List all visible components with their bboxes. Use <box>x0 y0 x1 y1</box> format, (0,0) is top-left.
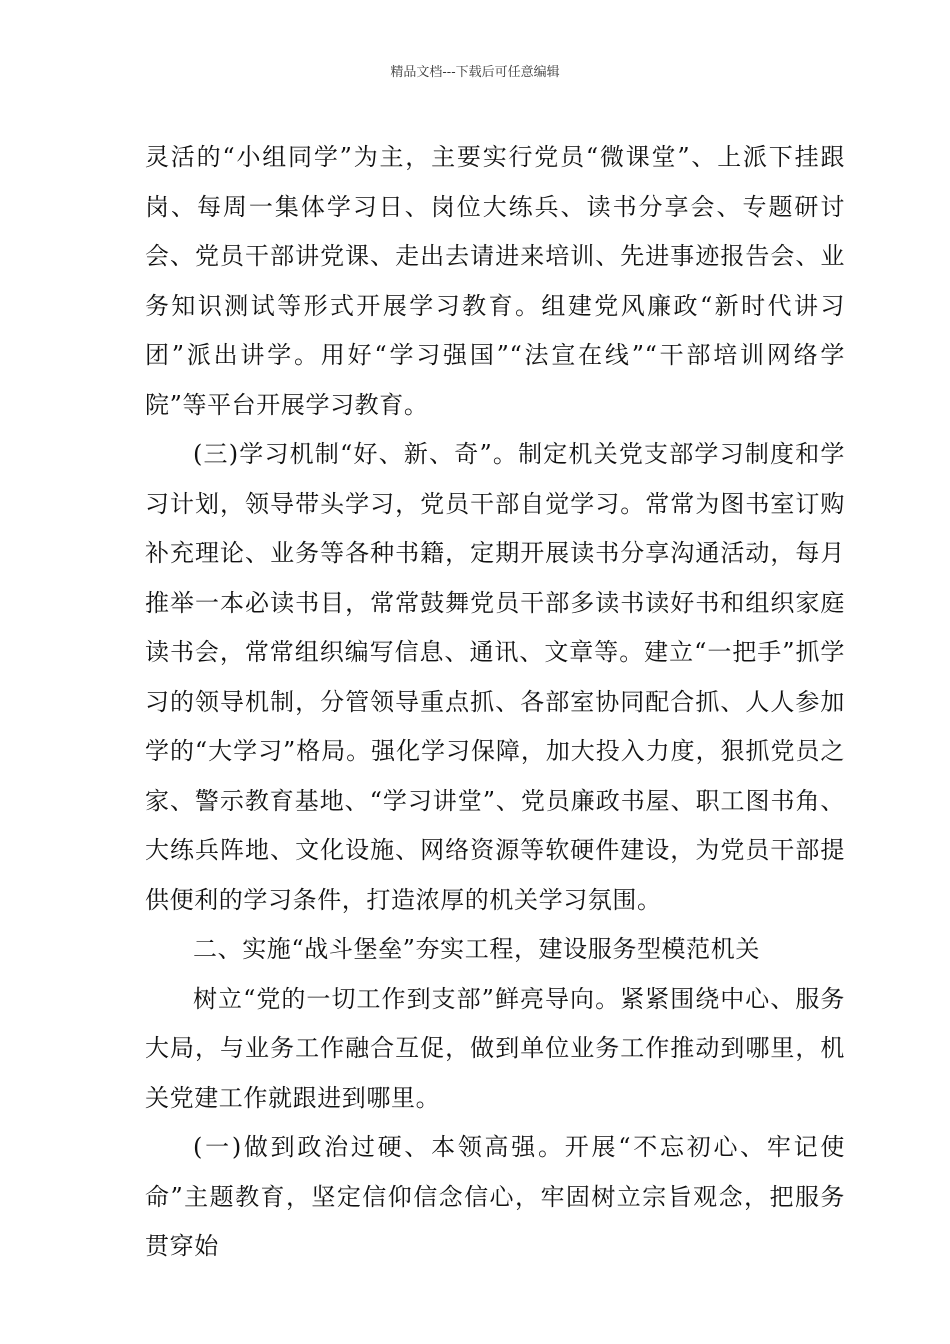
paragraph-learning-mechanism: (三)学习机制“好、新、奇”。制定机关党支部学习制度和学习计划，领导带头学习，党员干部自觉学习。常常为图书室订购补充理论、业务等各种书籍，定期开展读书分享沟通活动，每月推举一本必读书目，常常鼓舞党员干部多读书读好书和组织家庭读书会，常常组织编写信息、通讯、文章等。建立“一把手”抓学习的领导机制，分管领导重点抓、各部室协同配合抓、人人参加学的“大学习”格局。强化学习保障，加大投入力度，狠抓党员之家、警示教育基地、“学习讲堂”、党员廉政书屋、职工图书角、大练兵阵地、文化设施、网络资源等软硬件建设，为党员干部提供便利的学习条件，打造浓厚的机关学习氛围。 <box>145 440 845 914</box>
paragraph-party-work: 树立“党的一切工作到支部”鲜亮导向。紧紧围绕中心、服务大局，与业务工作融合互促，做到单位业务工作推动到哪里，机关党建工作就跟进到哪里。 <box>145 984 845 1112</box>
paragraph-political-excellence: (一)做到政治过硬、本领高强。开展“不忘初心、牢记使命”主题教育，坚定信仰信念信心，牢固树立宗旨观念，把服务贯穿始 <box>145 1133 845 1260</box>
document-body <box>145 133 845 1272</box>
section-heading-two: 二、实施“战斗堡垒”夯实工程，建设服务型模范机关 <box>193 935 760 963</box>
page-header: 精品文档---下载后可任意编辑 <box>390 65 560 80</box>
paragraph-continuation: 灵活的“小组同学”为主，主要实行党员“微课堂”、上派下挂跟岗、每周一集体学习日、岗位大练兵、读书分享会、专题研讨会、党员干部讲党课、走出去请进来培训、先进事迹报告会、业务知识测试等形式开展学习教育。组建党风廉政“新时代讲习团”派出讲学。用好“学习强国”“法宣在线”“干部培训网络学院”等平台开展学习教育。 <box>145 143 845 419</box>
